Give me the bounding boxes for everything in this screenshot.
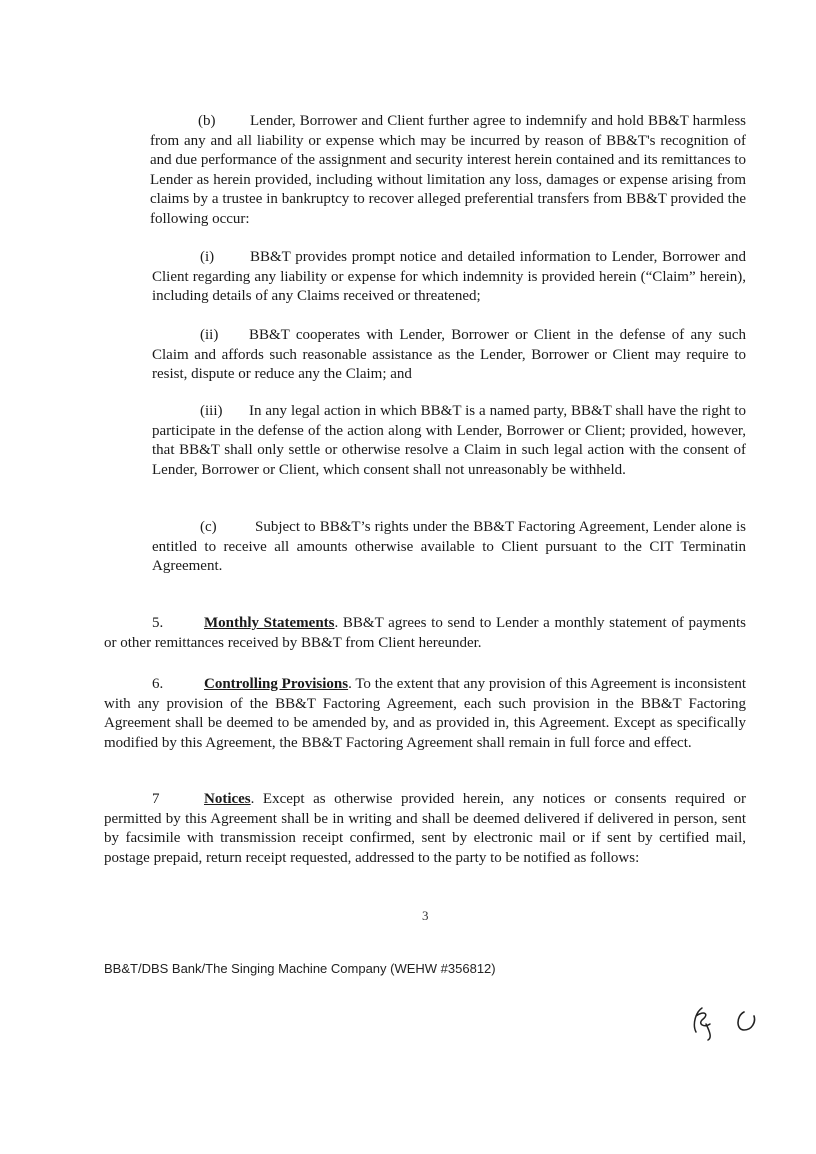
section-7-number: 7 xyxy=(152,791,160,807)
paragraph-b-ii-text: BB&T cooperates with Lender, Borrower or Client in the defense of any such Claim and affords such reasonable assistance as the Lender, Borrower or Client may require to resist, dispute or reduce any the Claim; and xyxy=(152,327,746,383)
document-footer: BB&T/DBS Bank/The Singing Machine Company (WEHW #356812) xyxy=(104,961,496,976)
section-6-heading: Controlling Provisions xyxy=(204,676,349,692)
paragraph-c xyxy=(152,518,746,577)
paragraph-b-iii-label: (iii) xyxy=(200,403,223,419)
section-6 xyxy=(104,675,746,753)
section-5-number: 5. xyxy=(152,615,164,631)
section-5-heading: Monthly Statements xyxy=(204,615,335,631)
page-number: 3 xyxy=(422,908,429,923)
section-7-heading: Notices xyxy=(204,791,251,807)
paragraph-b-i xyxy=(152,248,746,307)
section-5 xyxy=(104,614,746,653)
section-7 xyxy=(104,790,746,868)
paragraph-b-ii-label: (ii) xyxy=(200,327,219,343)
paragraph-c-text: Subject to BB&T’s rights under the BB&T Factoring Agreement, Lender alone is entitled to receive all amounts otherwise available to Client pursuant to the CIT Terminatin Agreement. xyxy=(152,519,746,575)
section-6-number: 6. xyxy=(152,676,164,692)
paragraph-b xyxy=(150,112,746,230)
paragraph-c-label: (c) xyxy=(200,519,217,535)
paragraph-b-i-label: (i) xyxy=(200,249,215,265)
paragraph-b-iii xyxy=(152,402,746,480)
section-5-text: . BB&T agrees to send to Lender a monthly statement of payments or other remittances received by BB&T from Client hereunder. xyxy=(104,615,746,651)
section-7-text: . Except as otherwise provided herein, any notices or consents required or permitted by this Agreement shall be in writing and shall be deemed delivered if delivered in person, sent by facsimile with transmission receipt confirmed, sent by electronic mail or if sent by certified mail, postage prepaid, return receipt requested, addressed to the party to be notified as follows: xyxy=(104,791,746,866)
paragraph-b-iii-text: In any legal action in which BB&T is a named party, BB&T shall have the right to participate in the defense of the action along with Lender, Borrower or Client; provided, however, that BB&T shall only settle or otherwise resolve a Claim in such legal action with the consent of Lender, Borrower or Client, which consent shall not unreasonably be withheld. xyxy=(152,403,746,478)
paragraph-b-label: (b) xyxy=(198,113,216,129)
paragraph-b-i-text: BB&T provides prompt notice and detailed information to Lender, Borrower and Client regarding any liability or expense for which indemnity is provided herein (“Claim” herein), including details of any Claims received or threatened; xyxy=(152,249,746,305)
handwritten-initials xyxy=(688,1002,760,1042)
section-6-text: . To the extent that any provision of this Agreement is inconsistent with any provision of the BB&T Factoring Agreement, each such provision in the BB&T Factoring Agreement shall be deemed to be amended by, and as provided in, this Agreement. Except as specifically modified by this Agreement, the BB&T Factoring Agreement shall remain in full force and effect. xyxy=(104,676,746,751)
paragraph-b-text: Lender, Borrower and Client further agree to indemnify and hold BB&T harmless from any and all liability or expense which may be incurred by reason of BB&T's recognition of and due performance of the assignment and security interest herein contained and its remittances to Lender as herein provided, including without limitation any loss, damages or expense arising from claims by a trustee in bankruptcy to recover alleged preferential transfers from BB&T provided the following occur: xyxy=(150,113,746,227)
paragraph-b-ii xyxy=(152,326,746,385)
